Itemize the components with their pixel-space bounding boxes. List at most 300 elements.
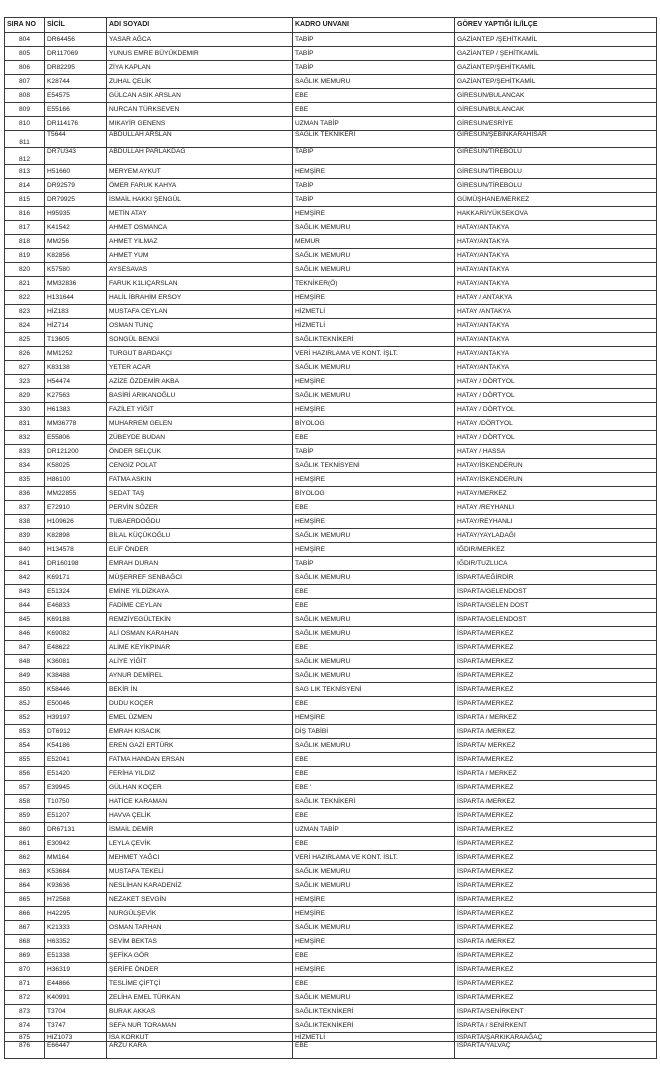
- cell-gorev-yeri: İSPARTA / SENİRKENT: [455, 1019, 657, 1033]
- cell-sira-no: 805: [5, 47, 45, 61]
- cell-kadro-unvani: HEMŞİRE: [293, 165, 455, 179]
- cell-sicil: DR64456: [45, 33, 107, 47]
- cell-kadro-unvani: EBE: [293, 697, 455, 711]
- cell-sicil: HIZ1073: [45, 1033, 107, 1042]
- cell-sira-no: 874: [5, 1019, 45, 1033]
- cell-sira-no: 831: [5, 417, 45, 431]
- cell-sicil: E55806: [45, 431, 107, 445]
- cell-kadro-unvani: SAĞLIK MEMURU: [293, 921, 455, 935]
- cell-adi-soyadi: LEYLA ÇEVİK: [107, 837, 293, 851]
- cell-adi-soyadi: BİLAL KÜÇÜKOĞLU: [107, 529, 293, 543]
- cell-sira-no: 836: [5, 487, 45, 501]
- cell-adi-soyadi: TESLİME ÇİFTÇİ: [107, 977, 293, 991]
- cell-adi-soyadi: MEHMET YAĞCI: [107, 851, 293, 865]
- cell-sira-no: 820: [5, 263, 45, 277]
- cell-sicil: E30942: [45, 837, 107, 851]
- table-row: [5, 221, 657, 235]
- header-kadro-unvani: KADRO UNVANI: [293, 18, 455, 33]
- cell-gorev-yeri: İSPARTA/YALVAÇ: [455, 1042, 657, 1059]
- cell-gorev-yeri: İSPARTA /MERKEZ: [455, 795, 657, 809]
- table-row: [5, 277, 657, 291]
- cell-gorev-yeri: İSPARTA/MERKEZ: [455, 697, 657, 711]
- cell-sira-no: 876: [5, 1042, 45, 1059]
- cell-sira-no: 822: [5, 291, 45, 305]
- cell-adi-soyadi: ABDULLAH PARLAKDAG: [107, 148, 293, 165]
- cell-sira-no: 855: [5, 753, 45, 767]
- cell-sicil: E72910: [45, 501, 107, 515]
- table-row: [5, 148, 657, 165]
- cell-sicil: E48622: [45, 641, 107, 655]
- cell-sicil: MM164: [45, 851, 107, 865]
- cell-kadro-unvani: TABİP: [293, 47, 455, 61]
- cell-sira-no: 863: [5, 865, 45, 879]
- cell-gorev-yeri: GAZİANTEP / ŞEHİTKAMİL: [455, 47, 657, 61]
- cell-kadro-unvani: HİZMETLİ: [293, 305, 455, 319]
- table-row: [5, 487, 657, 501]
- cell-sicil: DR160198: [45, 557, 107, 571]
- cell-sira-no: 823: [5, 305, 45, 319]
- cell-sira-no: 816: [5, 207, 45, 221]
- cell-kadro-unvani: HİZMETLİ: [293, 319, 455, 333]
- cell-sicil: K69188: [45, 613, 107, 627]
- cell-kadro-unvani: VERİ HAZIRLAMA VE KONT. İŞLT.: [293, 347, 455, 361]
- cell-kadro-unvani: HEMŞİRE: [293, 711, 455, 725]
- cell-gorev-yeri: HATAY/ANTAKYA: [455, 221, 657, 235]
- cell-sicil: K40991: [45, 991, 107, 1005]
- cell-gorev-yeri: GİRESUN/BULANCAK: [455, 103, 657, 117]
- cell-adi-soyadi: EMİNE YİLDİZKAYA: [107, 585, 293, 599]
- cell-adi-soyadi: NURCAN TÜRKSEVEN: [107, 103, 293, 117]
- cell-kadro-unvani: HEMŞİRE: [293, 207, 455, 221]
- table-row: [5, 431, 657, 445]
- table-row: [5, 753, 657, 767]
- cell-gorev-yeri: İSPARTA/EĞİRDİR: [455, 571, 657, 585]
- cell-kadro-unvani: SAĞLIK MEMURU: [293, 361, 455, 375]
- cell-sira-no: 864: [5, 879, 45, 893]
- cell-sicil: DR114176: [45, 117, 107, 131]
- table-row: [5, 263, 657, 277]
- cell-adi-soyadi: METİN ATAY: [107, 207, 293, 221]
- cell-sira-no: 843: [5, 585, 45, 599]
- table-row: [5, 725, 657, 739]
- cell-kadro-unvani: SAĞLIK MEMURU: [293, 529, 455, 543]
- cell-sicil: DR67131: [45, 823, 107, 837]
- cell-kadro-unvani: SAĞLIK MEMURU: [293, 669, 455, 683]
- cell-sicil: MM32836: [45, 277, 107, 291]
- cell-sicil: E39945: [45, 781, 107, 795]
- cell-gorev-yeri: İSPARTA / MERKEZ: [455, 767, 657, 781]
- table-row: [5, 739, 657, 753]
- table-row: [5, 103, 657, 117]
- cell-sira-no: 844: [5, 599, 45, 613]
- table-row: [5, 61, 657, 75]
- cell-kadro-unvani: UZMAN TABİP: [293, 823, 455, 837]
- cell-sira-no: 811: [5, 131, 45, 148]
- table-row: [5, 655, 657, 669]
- cell-adi-soyadi: AYNUR DEMİREL: [107, 669, 293, 683]
- cell-sira-no: 808: [5, 89, 45, 103]
- cell-kadro-unvani: SAĞLIK MEMURU: [293, 249, 455, 263]
- cell-gorev-yeri: İSPARTA /MERKEZ: [455, 725, 657, 739]
- cell-sicil: MM22855: [45, 487, 107, 501]
- cell-sira-no: 872: [5, 991, 45, 1005]
- cell-adi-soyadi: BASİRİ ARIKANOĞLU: [107, 389, 293, 403]
- cell-kadro-unvani: SAĞLIKTEKNİKERİ: [293, 1005, 455, 1019]
- cell-gorev-yeri: GİRESUN/TİREBOLU: [455, 179, 657, 193]
- table-row: [5, 837, 657, 851]
- cell-adi-soyadi: SEFA NUR TORAMAN: [107, 1019, 293, 1033]
- cell-gorev-yeri: HATAY / DÖRTYOL: [455, 389, 657, 403]
- cell-sicil: H72568: [45, 893, 107, 907]
- cell-adi-soyadi: ARZU KARA: [107, 1042, 293, 1059]
- cell-kadro-unvani: VERİ HAZIRLAMA VE KONT. İSLT.: [293, 851, 455, 865]
- cell-sicil: DR92579: [45, 179, 107, 193]
- table-row: [5, 865, 657, 879]
- cell-sicil: K83138: [45, 361, 107, 375]
- cell-adi-soyadi: ZÜBEYDE BUDAN: [107, 431, 293, 445]
- table-row: [5, 75, 657, 89]
- cell-kadro-unvani: HEMŞİRE: [293, 963, 455, 977]
- cell-gorev-yeri: HATAY / DÖRTYOL: [455, 403, 657, 417]
- cell-sicil: E54575: [45, 89, 107, 103]
- cell-sicil: K38488: [45, 669, 107, 683]
- cell-adi-soyadi: YUNUS EMRE BÜYÜKDEMIR: [107, 47, 293, 61]
- cell-gorev-yeri: İSPARTA/MERKEZ: [455, 893, 657, 907]
- cell-adi-soyadi: FADİME CEYLAN: [107, 599, 293, 613]
- cell-sira-no: 861: [5, 837, 45, 851]
- cell-adi-soyadi: ZİYA KAPLAN: [107, 61, 293, 75]
- cell-kadro-unvani: SAĞLIK MEMURU: [293, 865, 455, 879]
- cell-gorev-yeri: HATAY / HASSA: [455, 445, 657, 459]
- cell-kadro-unvani: HEMŞİRE: [293, 403, 455, 417]
- cell-sicil: E46833: [45, 599, 107, 613]
- cell-gorev-yeri: HATAY/YAYLADAĞI: [455, 529, 657, 543]
- cell-sicil: H51660: [45, 165, 107, 179]
- cell-gorev-yeri: GAZİANTEP/ŞEHİTKAMİL: [455, 75, 657, 89]
- table-row: [5, 403, 657, 417]
- cell-sicil: H63352: [45, 935, 107, 949]
- cell-gorev-yeri: HATAY / DÖRTYOL: [455, 375, 657, 389]
- cell-sira-no: 873: [5, 1005, 45, 1019]
- cell-sira-no: 858: [5, 795, 45, 809]
- cell-adi-soyadi: ALİYE YİĞİT: [107, 655, 293, 669]
- cell-kadro-unvani: SAĞLIKTEKNİKERİ: [293, 1019, 455, 1033]
- cell-sira-no: 850: [5, 683, 45, 697]
- cell-gorev-yeri: İSPARTA/GELENDOST: [455, 585, 657, 599]
- cell-sira-no: 852: [5, 711, 45, 725]
- cell-kadro-unvani: SAĞLIK MEMURU: [293, 655, 455, 669]
- cell-adi-soyadi: FARUK K1LIÇARSLAN: [107, 277, 293, 291]
- cell-gorev-yeri: İSPARTA/MERKEZ: [455, 669, 657, 683]
- cell-gorev-yeri: HATAY/MERKEZ: [455, 487, 657, 501]
- cell-gorev-yeri: İSPARTA/MERKEZ: [455, 921, 657, 935]
- cell-kadro-unvani: SAĞLIK MEMURU: [293, 75, 455, 89]
- cell-kadro-unvani: SAĞLIK MEMURU: [293, 879, 455, 893]
- cell-gorev-yeri: İSPARTA/MERKEZ: [455, 641, 657, 655]
- cell-kadro-unvani: EBE ': [293, 781, 455, 795]
- cell-adi-soyadi: ALİ OSMAN KARAHAN: [107, 627, 293, 641]
- cell-sicil: K27563: [45, 389, 107, 403]
- table-row: [5, 879, 657, 893]
- cell-sicil: H86100: [45, 473, 107, 487]
- cell-sira-no: 833: [5, 445, 45, 459]
- personnel-sheet: [4, 17, 656, 1059]
- cell-adi-soyadi: CENGİZ POLAT: [107, 459, 293, 473]
- cell-sicil: K69171: [45, 571, 107, 585]
- table-row: [5, 781, 657, 795]
- cell-sira-no: 819: [5, 249, 45, 263]
- table-row: [5, 131, 657, 148]
- cell-gorev-yeri: HATAY/ANTAKYA: [455, 361, 657, 375]
- cell-sira-no: 849: [5, 669, 45, 683]
- cell-kadro-unvani: SAG LIK TEKNİSYENİ: [293, 683, 455, 697]
- cell-sicil: HİZ714: [45, 319, 107, 333]
- cell-kadro-unvani: BİYOLOG: [293, 487, 455, 501]
- table-row: [5, 557, 657, 571]
- table-row: [5, 501, 657, 515]
- cell-kadro-unvani: BİYOLOG: [293, 417, 455, 431]
- cell-sicil: E55166: [45, 103, 107, 117]
- table-body: [5, 33, 657, 1059]
- cell-sicil: E51420: [45, 767, 107, 781]
- cell-sira-no: 827: [5, 361, 45, 375]
- cell-kadro-unvani: EBE: [293, 103, 455, 117]
- cell-sira-no: 860: [5, 823, 45, 837]
- cell-kadro-unvani: SAĞLIK MEMURU: [293, 991, 455, 1005]
- cell-sira-no: 837: [5, 501, 45, 515]
- cell-gorev-yeri: HATAY/ANTAKYA: [455, 277, 657, 291]
- cell-sicil: K93636: [45, 879, 107, 893]
- cell-sicil: K58025: [45, 459, 107, 473]
- cell-gorev-yeri: GAZİANTEP/ŞEHİTKAMİL: [455, 61, 657, 75]
- cell-adi-soyadi: GÜLHAN KOÇER: [107, 781, 293, 795]
- table-row: [5, 361, 657, 375]
- cell-sicil: T3704: [45, 1005, 107, 1019]
- cell-kadro-unvani: HEMŞİRE: [293, 515, 455, 529]
- cell-kadro-unvani: EBE: [293, 949, 455, 963]
- cell-kadro-unvani: HEMŞİRE: [293, 543, 455, 557]
- header-sicil: SİCİL: [45, 18, 107, 33]
- cell-gorev-yeri: İSPARTA/MERKEZ: [455, 879, 657, 893]
- cell-gorev-yeri: İSPARTA/MERKEZ: [455, 949, 657, 963]
- cell-adi-soyadi: İSMAİL DEMİR: [107, 823, 293, 837]
- cell-gorev-yeri: İSPARTA/MERKEZ: [455, 683, 657, 697]
- table-row: [5, 683, 657, 697]
- cell-sira-no: 862: [5, 851, 45, 865]
- cell-gorev-yeri: HATAY/ANTAKYA: [455, 333, 657, 347]
- table-row: [5, 571, 657, 585]
- cell-gorev-yeri: İSPARTA/MERKEZ: [455, 907, 657, 921]
- table-row: [5, 333, 657, 347]
- table-row: [5, 1019, 657, 1033]
- cell-kadro-unvani: EBE: [293, 753, 455, 767]
- table-row: [5, 1042, 657, 1059]
- cell-sicil: T5644: [45, 131, 107, 148]
- cell-adi-soyadi: ZELİHA EMEL TÜRKAN: [107, 991, 293, 1005]
- cell-sira-no: 870: [5, 963, 45, 977]
- cell-gorev-yeri: HATAY/ANTAKYA: [455, 235, 657, 249]
- table-row: [5, 823, 657, 837]
- cell-kadro-unvani: HEMŞİRE: [293, 893, 455, 907]
- cell-sira-no: 817: [5, 221, 45, 235]
- cell-gorev-yeri: İSPARTA/MERKEZ: [455, 809, 657, 823]
- cell-gorev-yeri: İSPARTA /MERKEZ: [455, 935, 657, 949]
- cell-sira-no: 838: [5, 515, 45, 529]
- cell-adi-soyadi: ABDULLAH ARSLAN: [107, 131, 293, 148]
- cell-kadro-unvani: EBE: [293, 431, 455, 445]
- cell-sicil: DR82295: [45, 61, 107, 75]
- cell-sira-no: 809: [5, 103, 45, 117]
- cell-gorev-yeri: GIRESUN/TIREBOLU: [455, 148, 657, 165]
- cell-adi-soyadi: AZİZE ÖZDEMİR AKBA: [107, 375, 293, 389]
- cell-sira-no: 840: [5, 543, 45, 557]
- cell-adi-soyadi: ALİME KEYİKPINAR: [107, 641, 293, 655]
- table-row: [5, 207, 657, 221]
- cell-adi-soyadi: İSMAİL HAKKI ŞENGÜL: [107, 193, 293, 207]
- cell-sira-no: 330: [5, 403, 45, 417]
- cell-adi-soyadi: PERVİN SÖZER: [107, 501, 293, 515]
- cell-sira-no: 815: [5, 193, 45, 207]
- table-row: [5, 613, 657, 627]
- cell-sicil: E51338: [45, 949, 107, 963]
- cell-sicil: DR117069: [45, 47, 107, 61]
- table-row: [5, 305, 657, 319]
- cell-gorev-yeri: GİRESUN/BULANCAK: [455, 89, 657, 103]
- cell-adi-soyadi: TUBAERDOĞDU: [107, 515, 293, 529]
- cell-sira-no: 806: [5, 61, 45, 75]
- cell-kadro-unvani: DİŞ TABİBİ: [293, 725, 455, 739]
- cell-adi-soyadi: EREN GAZİ ERTÜRK: [107, 739, 293, 753]
- cell-sira-no: 813: [5, 165, 45, 179]
- cell-kadro-unvani: SAĞLIK TEKNİKERİ: [293, 795, 455, 809]
- cell-sicil: HİZ183: [45, 305, 107, 319]
- cell-adi-soyadi: OSMAN TUNÇ: [107, 319, 293, 333]
- cell-gorev-yeri: GIRESUN/ŞEBINKARAHISAR: [455, 131, 657, 148]
- cell-sicil: H61383: [45, 403, 107, 417]
- cell-kadro-unvani: EBE: [293, 501, 455, 515]
- cell-gorev-yeri: İSPARTA/MERKEZ: [455, 753, 657, 767]
- cell-adi-soyadi: HALİL İBRAHİM ERSOY: [107, 291, 293, 305]
- cell-adi-soyadi: BURAK AKKAS: [107, 1005, 293, 1019]
- table-row: [5, 809, 657, 823]
- cell-kadro-unvani: SAĞLIK MEMURU: [293, 739, 455, 753]
- header-adi-soyadi: ADI SOYADI: [107, 18, 293, 33]
- personnel-table: [4, 17, 657, 1059]
- cell-gorev-yeri: HATAY/İSKENDERUN: [455, 459, 657, 473]
- cell-kadro-unvani: SAĞLIK TEKNİSYENİ: [293, 459, 455, 473]
- cell-sira-no: 824: [5, 319, 45, 333]
- cell-gorev-yeri: İSPARTA/MERKEZ: [455, 963, 657, 977]
- cell-kadro-unvani: TABIP: [293, 148, 455, 165]
- table-row: [5, 89, 657, 103]
- cell-sira-no: 867: [5, 921, 45, 935]
- cell-gorev-yeri: HATAY /ANTAKYA: [455, 305, 657, 319]
- cell-adi-soyadi: FERİHA YILDIZ: [107, 767, 293, 781]
- cell-adi-soyadi: FAZİLET YİĞİT: [107, 403, 293, 417]
- table-row: [5, 47, 657, 61]
- cell-sira-no: 821: [5, 277, 45, 291]
- cell-sicil: K82898: [45, 529, 107, 543]
- cell-sira-no: 869: [5, 949, 45, 963]
- cell-sira-no: 847: [5, 641, 45, 655]
- cell-gorev-yeri: HATAY/ANTAKYA: [455, 249, 657, 263]
- cell-gorev-yeri: IĞDIR/TUZLUCA: [455, 557, 657, 571]
- cell-kadro-unvani: EBE: [293, 767, 455, 781]
- table-row: [5, 669, 657, 683]
- table-row: [5, 627, 657, 641]
- cell-adi-soyadi: ELİF ÖNDER: [107, 543, 293, 557]
- cell-sicil: H134578: [45, 543, 107, 557]
- table-row: [5, 117, 657, 131]
- table-row: [5, 599, 657, 613]
- header-sira-no: SIRA NO: [5, 18, 45, 33]
- cell-sira-no: 853: [5, 725, 45, 739]
- cell-adi-soyadi: İSA KORKUT: [107, 1033, 293, 1042]
- cell-adi-soyadi: DUDU KOÇER: [107, 697, 293, 711]
- cell-gorev-yeri: ISPARTA/ŞARKIKARAAĞAÇ: [455, 1033, 657, 1042]
- cell-adi-soyadi: SEDAT TAŞ: [107, 487, 293, 501]
- cell-kadro-unvani: HEMŞİRE: [293, 375, 455, 389]
- cell-sicil: K28744: [45, 75, 107, 89]
- cell-sira-no: 818: [5, 235, 45, 249]
- table-row: [5, 179, 657, 193]
- cell-kadro-unvani: TABİP: [293, 61, 455, 75]
- cell-sira-no: 835: [5, 473, 45, 487]
- cell-adi-soyadi: BEKİR İN: [107, 683, 293, 697]
- cell-sicil: K82856: [45, 249, 107, 263]
- cell-kadro-unvani: EBE: [293, 837, 455, 851]
- table-row: [5, 641, 657, 655]
- cell-kadro-unvani: HEMŞİRE: [293, 935, 455, 949]
- table-row: [5, 417, 657, 431]
- cell-sira-no: 804: [5, 33, 45, 47]
- cell-adi-soyadi: MUSTAFA TEKELİ: [107, 865, 293, 879]
- table-row: [5, 193, 657, 207]
- cell-adi-soyadi: MÜŞERREF SENBAĞCI: [107, 571, 293, 585]
- cell-sicil: DT6912: [45, 725, 107, 739]
- cell-kadro-unvani: TABİP: [293, 33, 455, 47]
- cell-sicil: E50046: [45, 697, 107, 711]
- table-row: [5, 165, 657, 179]
- cell-sicil: E51207: [45, 809, 107, 823]
- cell-sira-no: 846: [5, 627, 45, 641]
- cell-kadro-unvani: HEMŞİRE: [293, 291, 455, 305]
- cell-sicil: DR121200: [45, 445, 107, 459]
- cell-gorev-yeri: HATAY / DÖRTYOL: [455, 431, 657, 445]
- table-row: [5, 697, 657, 711]
- cell-adi-soyadi: NEZAKET SEVGİN: [107, 893, 293, 907]
- cell-sira-no: 810: [5, 117, 45, 131]
- cell-gorev-yeri: GÜMÜŞHANE/MERKEZ: [455, 193, 657, 207]
- cell-kadro-unvani: HEMŞİRE: [293, 907, 455, 921]
- cell-gorev-yeri: İSPARTA/MERKEZ: [455, 655, 657, 669]
- cell-sicil: T10750: [45, 795, 107, 809]
- table-row: [5, 319, 657, 333]
- cell-sicil: MM256: [45, 235, 107, 249]
- cell-gorev-yeri: İSPARTA/MERKEZ: [455, 977, 657, 991]
- cell-sira-no: 85J: [5, 697, 45, 711]
- cell-sicil: K41542: [45, 221, 107, 235]
- cell-adi-soyadi: YASAR AĞCA: [107, 33, 293, 47]
- table-row: [5, 851, 657, 865]
- table-row: [5, 991, 657, 1005]
- cell-sicil: H42295: [45, 907, 107, 921]
- cell-kadro-unvani: SAĞLIK MEMURU: [293, 221, 455, 235]
- cell-adi-soyadi: EMRAH DURAN: [107, 557, 293, 571]
- cell-adi-soyadi: HAVVA ÇELİK: [107, 809, 293, 823]
- cell-gorev-yeri: İSPARTA/MERKEZ: [455, 851, 657, 865]
- table-row: [5, 459, 657, 473]
